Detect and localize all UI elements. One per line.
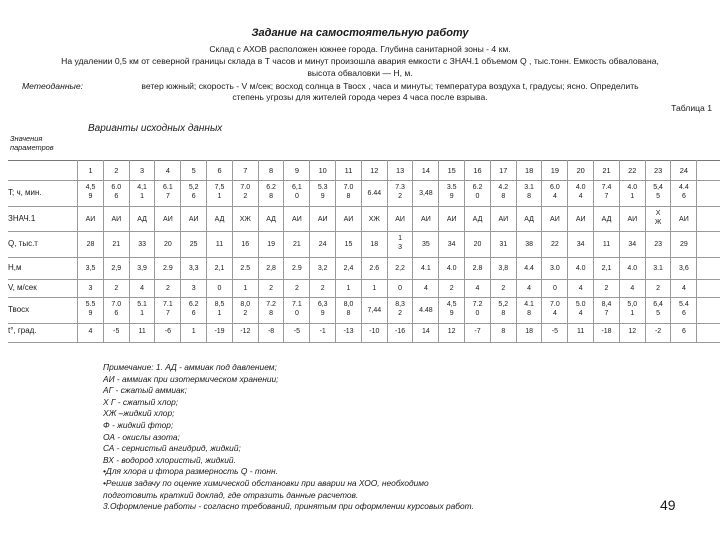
table-cell: 4 [527,285,532,292]
document-title: Задание на самостоятельную работу [251,27,469,39]
variant-number: 8 [269,166,274,175]
table-cell: 3.1 [653,265,663,272]
note-line: ХЖ –жидкий хлор; [103,408,175,419]
variant-number: 7 [243,166,248,175]
table-cell: АИ [292,215,302,223]
table-cell: 5.3 9 [317,184,328,200]
table-cell: АИ [111,215,122,223]
table-cell: -18 [601,328,612,335]
table-cell: АИ [679,215,689,223]
table-cell: 6.1 7 [163,184,173,200]
intro-line-2: На удалении 0,5 км от северной границы склада в T часов и минут произошла авария емкости с ЗНАЧ.1 объемом Q , тыс.тонн. Емкость обвалована, [61,56,659,66]
table-cell: 6.2 6 [188,301,199,317]
table-cell: 20 [163,241,172,248]
table-cell: 5,2 6 [188,184,199,200]
table-cell: АИ [550,215,560,223]
variant-number: 13 [395,166,405,175]
table-cell: АИ [343,215,354,223]
table-cell: 3.5 9 [446,184,457,200]
table-cell: 35 [421,241,430,248]
table-cell: 7.2 0 [472,301,483,317]
table-cell: 4 [578,285,583,292]
table-cell: 4.0 4 [575,184,586,200]
table-cell: 2 [320,285,325,292]
note-line: •Решив задачу по оценке химической обстановки при аварии на ХОО, необходимо [103,477,429,488]
table-row-separator [8,257,720,258]
table-cell: АИ [395,215,405,223]
table-cell: 2.9 [292,265,302,272]
table-cell: -5 [551,328,558,335]
table-cell: АИ [421,215,431,223]
table-cell: 7,44 [367,307,382,314]
table-cell: 3,48 [419,190,433,197]
table-cell: 4,5 9 [85,184,96,200]
variant-number: 1 [88,166,93,175]
table-cell: -8 [267,328,275,335]
table-cell: 7,5 1 [214,184,225,200]
table-cell: 2,1 [601,265,612,272]
table-cell: 2 [501,285,506,292]
table-cell: АИ [85,215,96,223]
table-cell: 0 [552,285,557,292]
table-cell: 6.0 6 [111,184,122,200]
table-cell: 2,4 [343,265,354,272]
table-cell: 11 [577,328,585,335]
table-cell: АД [472,215,483,223]
table-cell: 18 [525,328,533,335]
table-top-rule [8,160,720,161]
table-cell: 5.5 9 [85,301,96,317]
table-cell: 7.0 8 [343,184,354,200]
table-row-separator [8,231,720,232]
table-cell: 6.0 4 [550,184,560,200]
table-cell: 4 [630,285,635,292]
table-cell: 1 [191,328,196,335]
table-cell: ХЖ [239,215,251,223]
table-cell: 6,4 5 [653,301,663,317]
table-cell: 16 [241,241,250,248]
variant-number: 12 [370,166,379,175]
table-cell: 4.1 [421,265,431,272]
variant-number: 21 [602,166,611,175]
table-cell: 5,0 1 [627,301,638,317]
table-cell: 4.4 [524,265,534,272]
table-cell: 34 [628,241,637,248]
table-cell: 14 [421,328,430,335]
table-cell: 34 [576,241,585,248]
meteo-label: Метеоданные: [22,81,84,91]
table-cell: 5,2 8 [498,301,509,317]
table-cell: 4 [88,328,93,335]
table-cell: 4.0 [575,265,586,272]
variant-number: 2 [114,166,119,175]
table-cell: -1 [319,328,326,335]
table-cell: 2.6 [369,265,380,272]
table-cell: 2 [165,285,170,292]
variant-number: 17 [499,166,508,175]
table-cell: 3 [191,285,196,292]
table-cell: -7 [474,328,481,335]
table-cell: 15 [344,241,353,248]
table-cell: 28 [86,241,95,248]
variant-number: 15 [447,166,456,175]
table-cell: 3.1 8 [524,184,534,200]
note-line: АИ - аммиак при изотермическом хранении; [103,373,279,384]
table-cell: 4.48 [419,307,433,314]
table-cell: 3.0 [550,265,560,272]
table-cell: 19 [267,241,275,248]
table-cell: 6.2 8 [266,184,276,200]
table-cell: 1 [372,285,377,292]
table-cell: 12 [628,328,637,335]
table-cell: 5,4 5 [653,184,663,200]
table-cell: 8,0 8 [343,301,354,317]
table-row-separator [8,279,720,280]
table-label: Таблица 1 [671,103,712,113]
table-cell: ХЖ [368,215,380,223]
table-cell: 2.9 [163,265,173,272]
note-line: ВХ - водород хлористый, жидкий. [103,454,236,465]
table-cell: 22 [550,241,559,248]
table-cell: 8,5 1 [214,301,225,317]
row-label: Q, тыс.т [8,239,38,248]
table-cell: 2,1 [214,265,225,272]
table-cell: АД [266,215,276,223]
table-cell: 6 [681,328,686,335]
table-cell: 2 [656,285,661,292]
table-cell: АД [214,215,225,223]
table-cell: -10 [369,328,380,335]
row-label: ЗНАЧ.1 [8,213,36,223]
table-cell: -5 [113,328,120,335]
note-line: СА - сернистый ангидрид, жидкий; [103,443,241,454]
table-cell: 4.0 [627,265,638,272]
table-cell: 5.0 4 [575,301,586,317]
table-cell: АИ [575,215,586,223]
row-label: Н,м [8,263,22,272]
table-cell: 25 [189,241,198,248]
table-cell: АИ [163,215,173,223]
table-cell: 2.5 [240,265,251,272]
table-cell: 8,4 7 [601,301,612,317]
table-cell: 3,5 [85,265,96,272]
table-cell: 4,5 9 [446,301,457,317]
table-row-separator [8,206,720,207]
table-cell: 11 [602,241,611,248]
intro-line-4: ветер южный; скорость - V м/сек; восход солнца в Твосх , часа и минуты; температура воздуха t, градусы; ясно. Определить [141,81,639,91]
params-label: Значения параметров [10,134,54,152]
table-cell: 2,8 [266,265,276,272]
table-cell: 12 [447,328,456,335]
table-cell: 7.1 7 [163,301,173,317]
table-cell: АИ [446,215,457,223]
note-line: АГ - сжатый аммиак; [103,385,187,396]
table-cell: -19 [214,328,225,335]
variant-number: 20 [576,166,585,175]
variant-number: 3 [140,166,145,175]
table-row-separator [8,297,720,298]
table-cell: 3 [88,285,93,292]
table-cell: 4.1 8 [524,301,534,317]
variant-number: 6 [217,166,222,175]
note-line: ОА - окислы азота; [103,431,180,442]
intro-line-1: Склад с АХОВ расположен южнее города. Глубина санитарной зоны - 4 км. [209,44,511,54]
row-label: T; ч, мин. [8,188,42,197]
table-cell: 2.8 [472,265,483,272]
note-line: 3.Оформление работы - согласно требований, принятым при оформлении курсовых работ. [103,501,474,512]
table-cell: АИ [627,215,638,223]
note-line: Примечание: 1. АД - аммиак под давлением; [103,362,277,372]
table-cell: 21 [112,241,121,248]
table-cell: -2 [654,328,662,335]
table-cell: -12 [240,328,251,335]
variant-number: 5 [191,166,196,175]
table-row-separator [8,180,720,181]
table-cell: 2 [269,285,274,292]
table-cell: -13 [343,328,354,335]
table-cell: 4.4 6 [679,184,689,200]
table-cell: 6,1 0 [292,184,302,200]
table-cell: АД [137,215,147,223]
table-cell: 4 [140,285,145,292]
row-label: Твосх [8,305,30,314]
table-cell: 6.2 0 [472,184,483,200]
table-cell: АД [601,215,612,223]
variant-number: 16 [473,166,482,175]
table-cell: 2 [449,285,454,292]
table-cell: АИ [188,215,199,223]
row-label: V, м/сек [8,283,37,292]
table-cell: 34 [447,241,456,248]
table-row-separator [8,342,720,343]
table-cell: АД [524,215,534,223]
table-cell: -6 [164,328,171,335]
table-cell: 6,3 9 [317,301,328,317]
row-label: t°, град. [8,326,37,335]
table-cell: 7.0 6 [111,301,122,317]
table-cell: 5.4 6 [679,301,689,317]
notes-block [103,362,474,513]
table-cell: 2 [294,285,299,292]
table-cell: 6.44 [367,190,382,197]
table-cell: 4 [681,285,686,292]
variant-number: 23 [653,166,663,175]
variant-number: 10 [318,166,327,175]
variant-number: 11 [344,166,353,175]
table-cell: 7.4 7 [601,184,612,200]
table-cell: 7.2 8 [266,301,276,317]
table-cell: 8 [501,328,506,335]
table-cell: 3,6 [679,265,689,272]
table-cell: 18 [370,241,379,248]
table-cell: 7.1 0 [292,301,302,317]
note-line: Ф - жидкий фтор; [103,419,174,430]
table-cell: -5 [293,328,300,335]
variant-number: 18 [524,166,534,175]
table-cell: 23 [654,241,662,248]
intro-line-3: высота обваловки — H, м. [307,68,413,78]
table-cell: 7.0 2 [240,184,251,200]
table-cell: 3,9 [137,265,147,272]
table-cell: 7.3 2 [395,184,405,200]
table-cell: 38 [525,241,533,248]
table-cell: 1 [243,285,248,292]
variant-number: 22 [628,166,637,175]
table-cell: 8,0 2 [240,301,251,317]
table-cell: 5.1 1 [137,301,147,317]
table-cell: 0 [217,285,222,292]
note-line: •Для хлора и фтора размерность Q - тонн. [103,466,278,477]
table-cell: 4.0 1 [627,184,638,200]
table-cell: 1 [346,285,351,292]
table-cell: 2 [604,285,609,292]
table-cell: 33 [138,241,146,248]
note-line: Х Г - сжатый хлор; [103,396,179,407]
table-cell: 2,2 [395,265,405,272]
variant-number: 4 [165,166,170,175]
table-cell: АИ [498,215,509,223]
note-line: подготовить краткий доклад, где отразить данные расчетов. [103,489,359,500]
table-cell: -16 [395,328,406,335]
table-cell: 11 [138,328,146,335]
table-row-separator [8,323,720,324]
variant-number: 24 [679,166,688,175]
table-cell: 3,8 [498,265,509,272]
table-cell: 24 [318,241,327,248]
page-number: 49 [660,497,676,513]
table-cell: 11 [215,241,224,248]
table-cell: АИ [317,215,328,223]
intro-line-5: степень угрозы для жителей города через 4 часа после взрыва. [232,92,488,102]
table-cell: 2,9 [111,265,122,272]
table-cell: 31 [499,241,508,248]
table-cell: 4.0 [446,265,457,272]
variant-number: 19 [550,166,559,175]
variants-title: Варианты исходных данных [88,123,223,134]
table-cell: 4.2 8 [498,184,509,200]
table-cell: 4,1 1 [137,184,147,200]
table-cell: Х Ж [654,210,662,226]
table-cell: 0 [398,285,403,292]
table-cell: 8,3 2 [395,301,405,317]
table-cell: 20 [473,241,482,248]
table-cell: 4 [475,285,480,292]
table-cell: 3,3 [188,265,199,272]
table-cell: 1 3 [398,235,403,251]
variant-number: 9 [294,166,299,175]
table-cell: 29 [679,241,688,248]
table-cell: 7.0 4 [550,301,560,317]
table-cell: 2 [114,285,119,292]
table-cell: 21 [292,241,301,248]
variant-number: 14 [421,166,430,175]
table-cell: 4 [423,285,428,292]
table-cell: 3,2 [317,265,328,272]
